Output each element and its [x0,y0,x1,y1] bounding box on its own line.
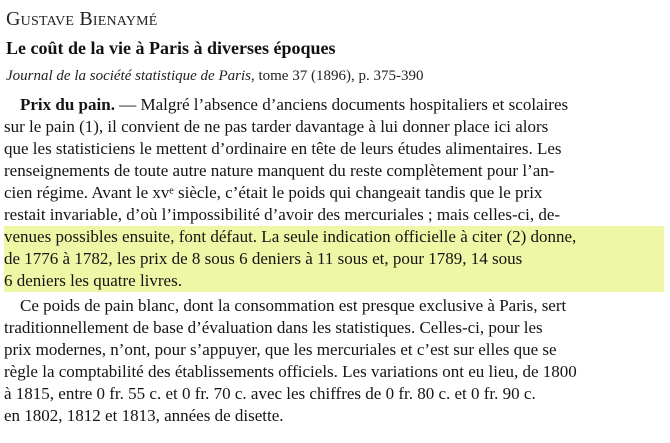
paragraph-1-line-5: cien régime. Avant le xvᵉ siècle, c’était le poids qui changeait tandis que le prix [4,183,543,202]
paragraph-2-line-5: à 1815, entre 0 fr. 55 c. et 0 fr. 70 c. avec les chiffres de 0 fr. 80 c. et 0 fr. 90 c. [4,384,536,403]
paragraph-1-line-6: restait invariable, d’où l’impossibilité d’avoir des mercuriales ; mais celles-ci, de- [4,205,561,224]
article-title: Le coût de la vie à Paris à diverses époques [6,38,336,58]
paragraph-2-line-6: en 1802, 1812 et 1813, années de disette. [4,406,284,425]
article-body [4,94,664,427]
citation-details: , tome 37 (1896), p. 375-390 [250,68,424,84]
highlighted-line: venues possibles ensuite, font défaut. La seule indication officielle à citer (2) donne, [4,226,664,248]
citation [6,68,423,85]
highlighted-line: 6 deniers les quatre livres. [4,270,664,292]
paragraph-1-line-4: renseignements de toute autre nature manquent du reste complètement pour l’an- [4,161,555,180]
journal-name: Journal de la société statistique de Paris [6,68,251,84]
author-name: Gustave Bienaymé [6,8,158,30]
text-run: — Malgré l’absence d’anciens documents hospitaliers et scolaires [114,95,569,114]
highlighted-line: de 1776 à 1782, les prix de 8 sous 6 deniers à 11 sous et, pour 1789, 14 sous [4,248,664,270]
paragraph-2-line-3: prix modernes, n’ont, pour s’appuyer, que les mercuriales et c’est sur elles que se [4,340,557,359]
paragraph-1-line-3: que les statisticiens le mettent d’ordinaire en tête de leurs études alimentaires. Les [4,139,562,158]
paragraph-1-line-2: sur le pain (1), il convient de ne pas tarder davantage à lui donner place ici alors [4,117,549,136]
paragraph-2-line-1: Ce poids de pain blanc, dont la consommation est presque exclusive à Paris, sert [20,296,567,315]
paragraph-1-line-1 [4,94,664,116]
paragraph-2-line-2: traditionnellement de base d’évaluation dans les statistiques. Celles-ci, pour les [4,318,543,337]
paragraph-2-line-4: règle la comptabilité des établissements officiels. Les variations ont eu lieu, de 1800 [4,362,577,381]
section-lead: Prix du pain. [20,95,115,114]
